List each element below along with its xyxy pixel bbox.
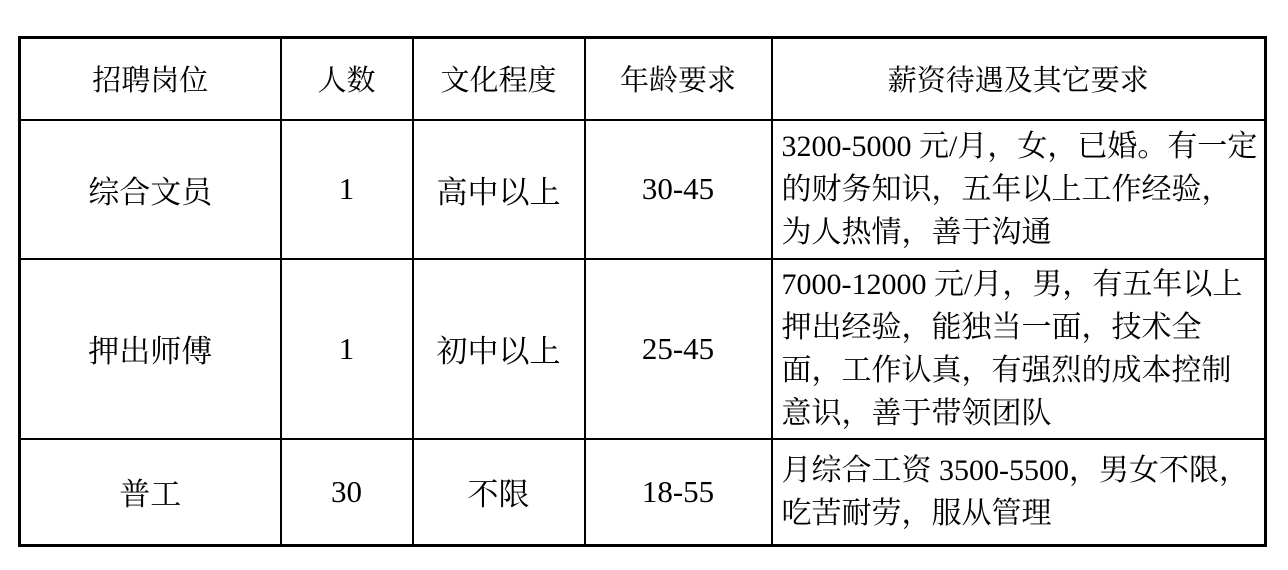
cell-salary: 3200-5000 元/月，女，已婚。有一定的财务知识，五年以上工作经验，为人热情，善于沟通 xyxy=(772,120,1266,259)
table-row xyxy=(20,120,1266,259)
cell-count: 30 xyxy=(281,439,413,546)
cell-position: 押出师傅 xyxy=(20,259,281,439)
cell-education: 高中以上 xyxy=(413,120,585,259)
cell-age: 25-45 xyxy=(585,259,772,439)
header-salary: 薪资待遇及其它要求 xyxy=(772,38,1266,120)
cell-salary: 月综合工资 3500-5500，男女不限，吃苦耐劳，服从管理 xyxy=(772,439,1266,546)
header-age: 年龄要求 xyxy=(585,38,772,120)
recruitment-table xyxy=(18,36,1267,547)
table-header-row xyxy=(20,38,1266,120)
cell-salary: 7000-12000 元/月，男，有五年以上押出经验，能独当一面，技术全面，工作认真，有强烈的成本控制意识，善于带领团队 xyxy=(772,259,1266,439)
table-row xyxy=(20,439,1266,546)
cell-education: 初中以上 xyxy=(413,259,585,439)
cell-count: 1 xyxy=(281,120,413,259)
table-row xyxy=(20,259,1266,439)
cell-position: 普工 xyxy=(20,439,281,546)
cell-age: 30-45 xyxy=(585,120,772,259)
header-count: 人数 xyxy=(281,38,413,120)
cell-education: 不限 xyxy=(413,439,585,546)
header-position: 招聘岗位 xyxy=(20,38,281,120)
header-education: 文化程度 xyxy=(413,38,585,120)
cell-count: 1 xyxy=(281,259,413,439)
cell-age: 18-55 xyxy=(585,439,772,546)
cell-position: 综合文员 xyxy=(20,120,281,259)
